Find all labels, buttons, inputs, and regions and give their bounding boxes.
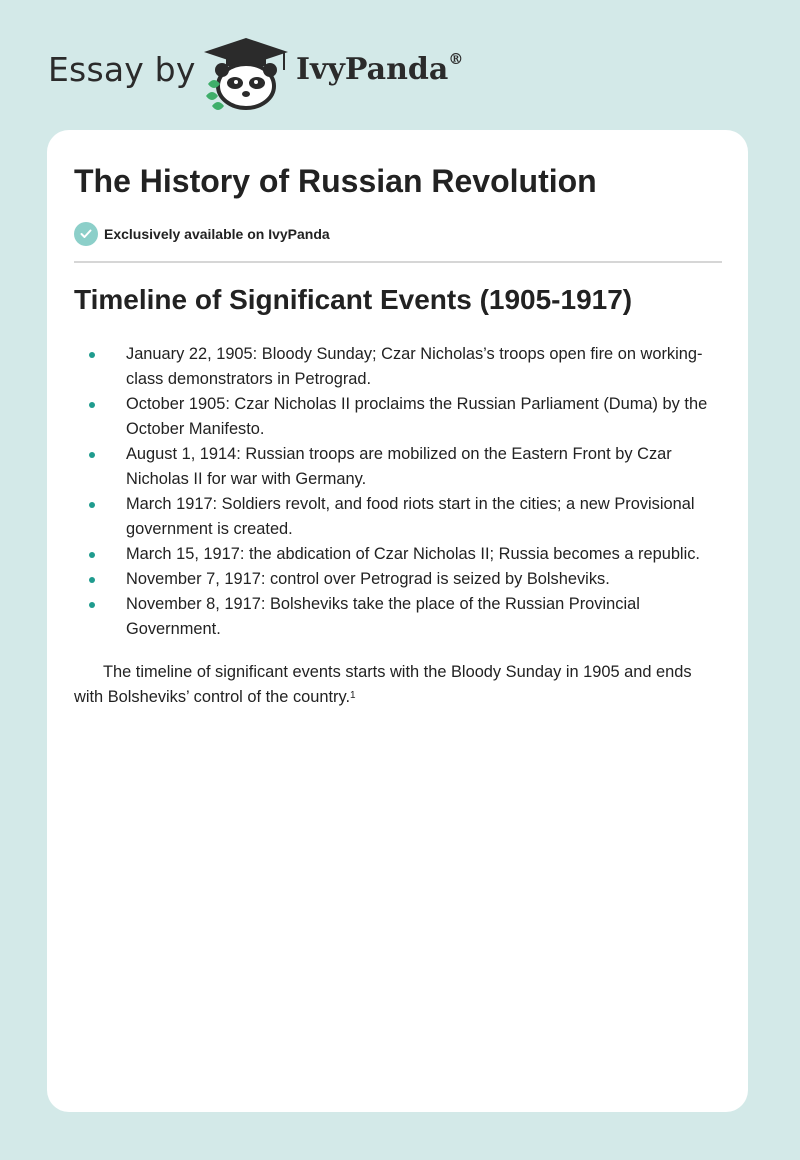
paragraph-text: The timeline of significant events starts with the Bloody Sunday in 1905 and ends with Bolsheviks’ control of the country. [74, 663, 692, 706]
bullet-icon [89, 352, 95, 358]
exclusive-label: Exclusively available on IvyPanda [104, 226, 330, 242]
list-item-text: November 8, 1917: Bolsheviks take the place of the Russian Provincial Government. [126, 595, 640, 638]
bullet-icon [89, 577, 95, 583]
list-item-text: January 22, 1905: Bloody Sunday; Czar Nicholas’s troops open fire on working-class demonstrators in Petrograd. [126, 345, 703, 388]
list-item [126, 342, 728, 392]
bullet-icon [89, 402, 95, 408]
essay-by-label: Essay by [48, 50, 196, 89]
bullet-icon [89, 452, 95, 458]
list-item [126, 392, 728, 442]
check-icon [74, 222, 98, 246]
list-item-text: October 1905: Czar Nicholas II proclaims the Russian Parliament (Duma) by the October Manifesto. [126, 395, 708, 438]
bullet-icon [89, 552, 95, 558]
bullet-icon [89, 502, 95, 508]
site-header [0, 0, 800, 130]
list-item [126, 542, 728, 567]
footnote-ref[interactable]: 1 [350, 690, 356, 701]
list-item [126, 567, 728, 592]
list-item-text: November 7, 1917: control over Petrograd is seized by Bolsheviks. [126, 570, 610, 588]
body-paragraph [74, 660, 714, 710]
list-item [126, 492, 728, 542]
section-heading: Timeline of Significant Events (1905-1917) [74, 284, 633, 315]
article-card [47, 130, 748, 1112]
registered-mark: ® [448, 50, 464, 68]
list-item-text: March 1917: Soldiers revolt, and food riots start in the cities; a new Provisional government is created. [126, 495, 695, 538]
exclusive-badge [74, 222, 330, 246]
divider [74, 261, 722, 263]
page-title: The History of Russian Revolution [74, 163, 597, 199]
list-item-text: August 1, 1914: Russian troops are mobilized on the Eastern Front by Czar Nicholas II for war with Germany. [126, 445, 672, 488]
timeline-list [126, 342, 728, 642]
bullet-icon [89, 602, 95, 608]
brand-logo-text[interactable] [296, 52, 463, 87]
list-item [126, 442, 728, 492]
list-item-text: March 15, 1917: the abdication of Czar Nicholas II; Russia becomes a republic. [126, 545, 700, 563]
list-item [126, 592, 728, 642]
brand-name: IvyPanda [296, 52, 449, 87]
panda-graduate-icon [200, 36, 292, 110]
